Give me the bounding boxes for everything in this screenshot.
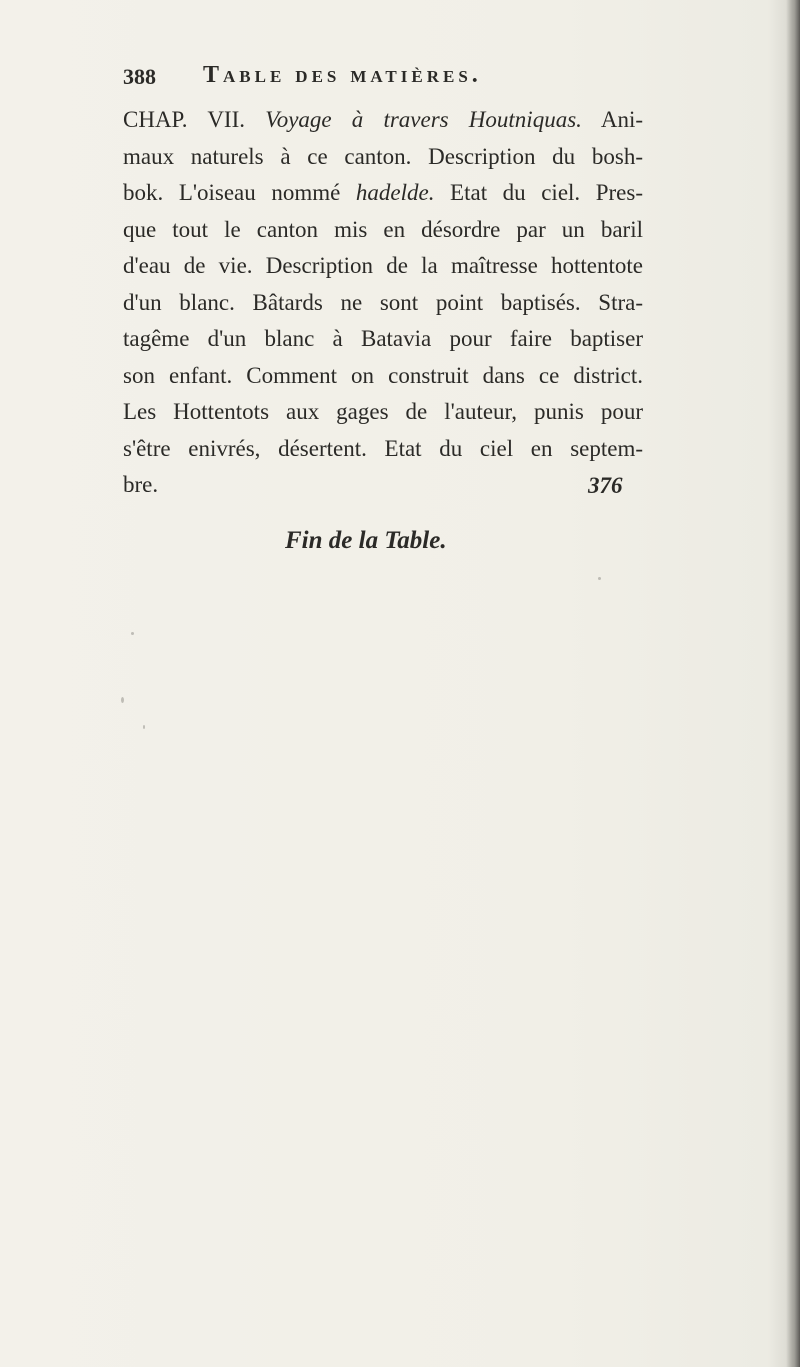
paper-speck xyxy=(131,632,134,635)
paper-speck xyxy=(121,697,124,703)
entry-line-4: que tout le canton mis en désordre par un baril xyxy=(123,216,643,242)
page-edge-shadow xyxy=(786,0,800,1367)
entry-line-5: d'eau de vie. Description de la maîtresse hottentote xyxy=(123,253,643,278)
entry-line-1 xyxy=(123,102,643,139)
page-header xyxy=(123,62,623,96)
paper-speck xyxy=(598,577,601,580)
running-head: Table des matières. xyxy=(203,62,482,88)
page-number: 388 xyxy=(123,64,156,89)
table-entry-chapter-vii xyxy=(123,102,643,504)
paper-speck xyxy=(143,725,145,729)
entry-line-11: bre. xyxy=(123,472,159,497)
chapter-label: CHAP. VII. xyxy=(123,107,245,132)
entry-line-3-start: bok. L'oiseau nommé xyxy=(123,180,341,205)
chapter-title: Voyage à travers Houtniquas. xyxy=(265,107,582,132)
entry-line-8: son enfant. Comment on construit dans ce district. xyxy=(123,362,643,388)
entry-line-3 xyxy=(123,175,643,212)
bird-name: hadelde. xyxy=(355,180,435,205)
entry-line-10: s'être enivrés, désertent. Etat du ciel en septem- xyxy=(123,435,643,461)
end-of-table: Fin de la Table. xyxy=(285,527,447,554)
entry-line-7: tagême d'un blanc à Batavia pour faire baptiser xyxy=(123,326,643,351)
entry-line-6: d'un blanc. Bâtards ne sont point baptisés. Stra- xyxy=(123,289,643,315)
page-reference: 376 xyxy=(588,473,623,498)
entry-line-2: maux naturels à ce canton. Description du bosh- xyxy=(123,143,643,169)
first-line-tail: Ani- xyxy=(600,107,643,132)
entry-line-3-end: Etat du ciel. Pres- xyxy=(450,180,644,205)
entry-line-9: Les Hottentots aux gages de l'auteur, punis pour xyxy=(123,399,643,424)
